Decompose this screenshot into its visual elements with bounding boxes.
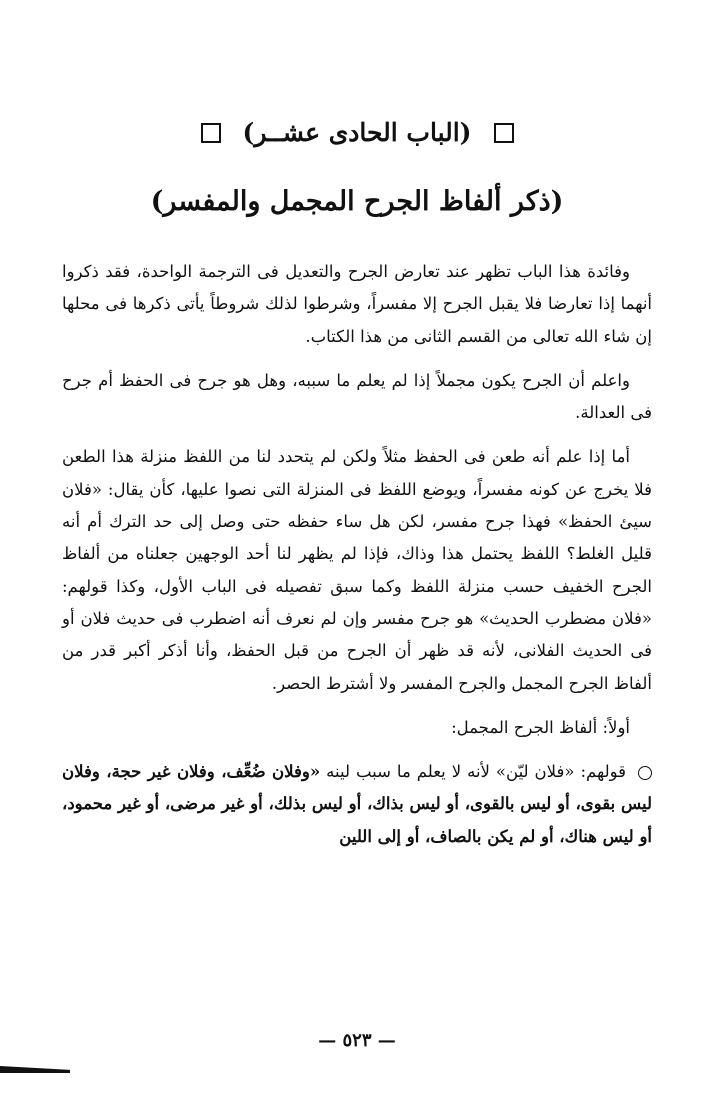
circle-bullet-icon — [638, 766, 652, 780]
page-number: — ٥٢٣ — — [318, 1030, 396, 1051]
list-item — [62, 756, 652, 853]
list-item-terms: «وفلان ضُعِّف، وفلان غير حجة، وفلان ليس بقوى، أو ليس بالقوى، أو ليس بذاك، أو ليس بذلك، أو غير مرضى، أو غير محمود، أو ليس هناك، أو لم يكن بالصاف، أو إلى اللين — [62, 762, 652, 846]
list-item-intro: قولهم: «فلان ليّن» لأنه لا يعلم ما سبب لينه — [326, 762, 627, 782]
section-title: (ذكر ألفاظ الجرح المجمل والمفسر) — [150, 186, 564, 217]
page-body — [62, 256, 652, 865]
chapter-title: (الباب الحادى عشــر) — [242, 118, 472, 147]
paragraph: واعلم أن الجرح يكون مجملاً إذا لم يعلم ما سببه، وهل هو جرح فى الحفظ أم جرح فى العدالة. — [62, 370, 652, 423]
chapter-heading — [0, 118, 714, 147]
square-ornament-icon — [494, 123, 514, 143]
list-heading: أولاً: ألفاظ الجرح المجمل: — [451, 717, 630, 737]
scan-edge-mark — [0, 1066, 70, 1073]
paragraph: أما إذا علم أنه طعن فى الحفظ مثلاً ولكن لم يتحدد لنا من اللفظ منزلة هذا الطعن فلا يخرج عن كونه مفسراً، ويوضع اللفظ فى المنزلة التى نصوا عليها، كأن يقال: «فلان سيئ الحفظ» فهذا جرح مفسر، لكن هل ساء حفظه حتى وصل إلى حد الترك أم أنه قليل الغلط؟ اللفظ يحتمل هذا وذاك، فإذا لم يظهر لنا أحد الوجهين جعلناه من ألفاظ الجرح الخفيف حسب منزلة اللفظ وكما سبق تفصيله فى الباب الأول، وكذا قولهم: «فلان مضطرب الحديث» هو جرح مفسر وإن لم نعرف أنه اضطرب فى حديث فلان أو فى الحديث الفلانى، لأنه قد ظهر أن الجرح من قبل الحفظ، وأنا أذكر أكبر قدر من ألفاظ الجرح المجمل والجرح المفسر ولا أشترط الحصر. — [62, 447, 652, 693]
paragraph: وفائدة هذا الباب تظهر عند تعارض الجرح والتعديل فى الترجمة الواحدة، فقد ذكروا أنهما إذا تعارضا فلا يقبل الجرح إلا مفسراً، وشرطوا لذلك شروطاً يأتى ذكرها فى محلها إن شاء الله تعالى من القسم الثانى من هذا الكتاب. — [62, 262, 652, 346]
square-ornament-icon — [201, 123, 221, 143]
